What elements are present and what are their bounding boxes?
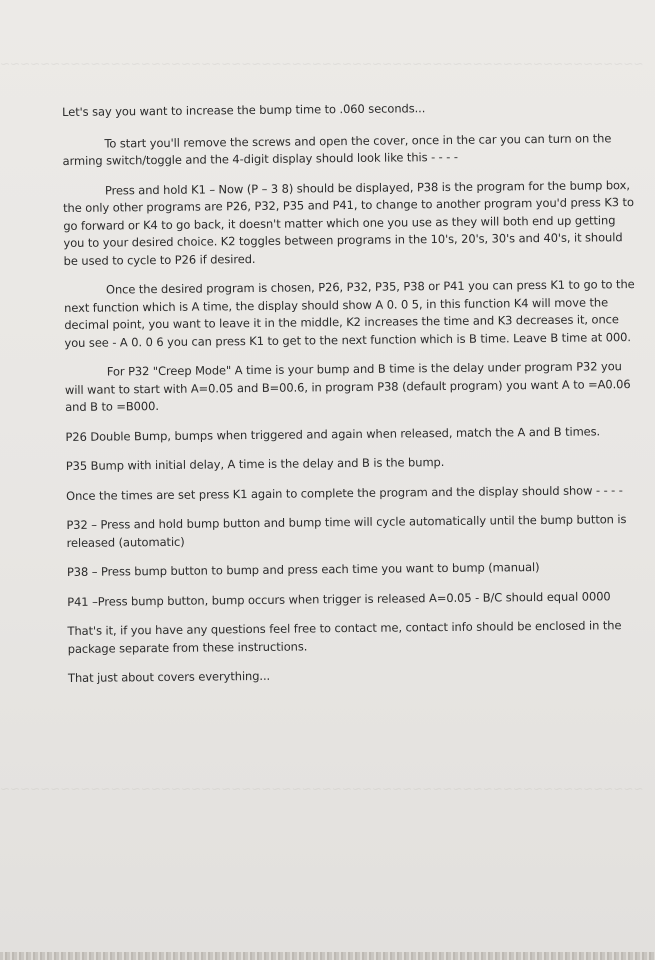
show-through-text-top: ~~~~~~~~~~~~~~~~~~~~~~~~~~~~~~~~~~~~~~~~~~~~~~~~~~~~~~~~~~~~~~~~ bbox=[0, 57, 644, 71]
closing-paragraph: That just about covers everything... bbox=[67, 668, 271, 685]
arming-paragraph: To start you'll remove the screws and open the cover, once in the car you can turn on the arming switch/toggle and the 4-digit display should look like this - - - - bbox=[62, 130, 612, 168]
complete-program-paragraph: Once the times are set press K1 again to complete the program and the display should show - - - - bbox=[66, 482, 623, 503]
a-time-paragraph: Once the desired program is chosen, P26, P32, P35, P38 or P41 you can press K1 to go to the next function which is A time, the display should show A 0. 0 5, in this function K4 will move the decimal point, you want to leave it in the middle, K2 increases the time and K3 decreases it, once you see - A 0. 0 6 you can press K1 to get to the next function which is B time. Leave B time at 000. bbox=[64, 277, 635, 350]
p35-paragraph: P35 Bump with initial delay, A time is the delay and B is the bump. bbox=[65, 455, 445, 473]
intro-paragraph: Let's say you want to increase the bump time to .060 seconds... bbox=[62, 101, 426, 119]
p32-paragraph: P32 – Press and hold bump button and bump time will cycle automatically until the bump button is released (automatic) bbox=[66, 512, 627, 550]
page-edge-strip bbox=[0, 952, 655, 960]
show-through-text-bottom: ~~~~~~~~~~~~~~~~~~~~~~~~~~~~~~~~~~~~~~~~~~~~~~~~~~~~~~~~~~~~~~~~ bbox=[0, 782, 644, 796]
program-selection-paragraph: Press and hold K1 – Now (P – 3 8) should be displayed, P38 is the program for the bump box, the only other programs are P26, P32, P35 and P41, to change to another program you'd press K3 to go forward or K4 to go back, it doesn't matter which one you use as they will both end up getting you to your desired choice. K2 toggles between programs in the 10's, 20's, 30's and 40's, it should be used to cycle to P26 if desired. bbox=[63, 177, 634, 268]
p26-paragraph: P26 Double Bump, bumps when triggered and again when released, match the A and B times. bbox=[65, 423, 601, 444]
creep-mode-paragraph: For P32 "Creep Mode" A time is your bump and B time is the delay under program P32 you will want to start with A=0.05 and B=00.6, in program P38 (default program) you want A to =A0.06 and B to =B000. bbox=[64, 359, 631, 414]
contact-paragraph: That's it, if you have any questions feel free to contact me, contact info should be enclosed in the package separate from these instructions. bbox=[67, 618, 622, 656]
p41-paragraph: P41 –Press bump button, bump occurs when trigger is released A=0.05 - B/C should equal 0000 bbox=[67, 588, 611, 609]
instruction-text bbox=[62, 98, 643, 699]
p38-paragraph: P38 – Press bump button to bump and press each time you want to bump (manual) bbox=[66, 560, 540, 579]
